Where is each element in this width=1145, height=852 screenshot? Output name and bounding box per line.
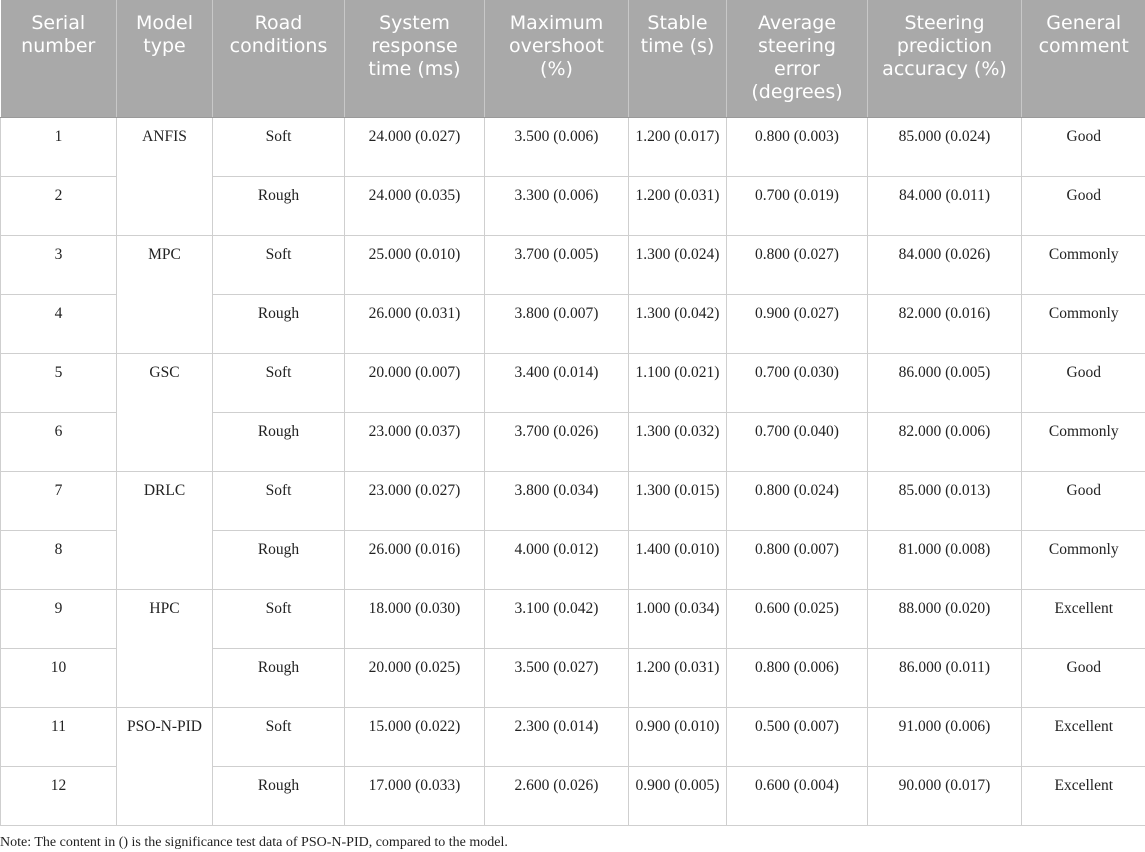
cell-error: 0.700 (0.019)	[727, 176, 868, 235]
header-general-comment: General comment	[1022, 0, 1145, 117]
cell-serial: 12	[1, 766, 117, 825]
cell-stable: 1.300 (0.015)	[629, 471, 727, 530]
cell-road: Rough	[213, 530, 345, 589]
cell-overshoot: 3.700 (0.026)	[485, 412, 629, 471]
cell-overshoot: 3.400 (0.014)	[485, 353, 629, 412]
cell-overshoot: 2.300 (0.014)	[485, 707, 629, 766]
cell-accuracy: 91.000 (0.006)	[868, 707, 1022, 766]
cell-road: Soft	[213, 117, 345, 176]
cell-comment: Good	[1022, 471, 1145, 530]
cell-accuracy: 82.000 (0.016)	[868, 294, 1022, 353]
cell-serial: 4	[1, 294, 117, 353]
header-serial-number: Serial number	[1, 0, 117, 117]
cell-road: Rough	[213, 766, 345, 825]
cell-model-type: MPC	[117, 235, 213, 353]
cell-response: 24.000 (0.027)	[345, 117, 485, 176]
cell-overshoot: 3.100 (0.042)	[485, 589, 629, 648]
cell-error: 0.800 (0.027)	[727, 235, 868, 294]
header-steering-prediction-accuracy: Steering prediction accuracy (%)	[868, 0, 1022, 117]
cell-overshoot: 3.500 (0.027)	[485, 648, 629, 707]
cell-stable: 0.900 (0.005)	[629, 766, 727, 825]
cell-response: 18.000 (0.030)	[345, 589, 485, 648]
header-stable-time: Stable time (s)	[629, 0, 727, 117]
cell-road: Rough	[213, 412, 345, 471]
cell-overshoot: 3.500 (0.006)	[485, 117, 629, 176]
cell-accuracy: 85.000 (0.013)	[868, 471, 1022, 530]
cell-road: Rough	[213, 176, 345, 235]
cell-stable: 1.300 (0.042)	[629, 294, 727, 353]
cell-error: 0.700 (0.030)	[727, 353, 868, 412]
cell-error: 0.800 (0.006)	[727, 648, 868, 707]
cell-response: 23.000 (0.037)	[345, 412, 485, 471]
table-row	[1, 471, 1145, 530]
cell-serial: 5	[1, 353, 117, 412]
cell-stable: 1.400 (0.010)	[629, 530, 727, 589]
cell-comment: Excellent	[1022, 766, 1145, 825]
cell-accuracy: 86.000 (0.005)	[868, 353, 1022, 412]
cell-stable: 1.200 (0.031)	[629, 176, 727, 235]
header-maximum-overshoot: Maximum overshoot (%)	[485, 0, 629, 117]
header-model-type: Model type	[117, 0, 213, 117]
cell-accuracy: 81.000 (0.008)	[868, 530, 1022, 589]
header-row	[1, 0, 1145, 117]
cell-road: Soft	[213, 471, 345, 530]
cell-overshoot: 3.800 (0.007)	[485, 294, 629, 353]
cell-error: 0.800 (0.024)	[727, 471, 868, 530]
cell-error: 0.900 (0.027)	[727, 294, 868, 353]
cell-serial: 6	[1, 412, 117, 471]
cell-error: 0.800 (0.007)	[727, 530, 868, 589]
cell-response: 20.000 (0.025)	[345, 648, 485, 707]
cell-accuracy: 84.000 (0.026)	[868, 235, 1022, 294]
cell-response: 24.000 (0.035)	[345, 176, 485, 235]
cell-error: 0.500 (0.007)	[727, 707, 868, 766]
cell-error: 0.600 (0.004)	[727, 766, 868, 825]
cell-response: 25.000 (0.010)	[345, 235, 485, 294]
cell-comment: Good	[1022, 353, 1145, 412]
table-row	[1, 353, 1145, 412]
table-row	[1, 117, 1145, 176]
cell-comment: Excellent	[1022, 707, 1145, 766]
cell-response: 20.000 (0.007)	[345, 353, 485, 412]
table-row	[1, 235, 1145, 294]
cell-accuracy: 86.000 (0.011)	[868, 648, 1022, 707]
table-header	[1, 0, 1145, 117]
cell-stable: 1.100 (0.021)	[629, 353, 727, 412]
cell-stable: 1.200 (0.017)	[629, 117, 727, 176]
header-system-response-time: System response time (ms)	[345, 0, 485, 117]
cell-road: Soft	[213, 707, 345, 766]
cell-road: Rough	[213, 294, 345, 353]
cell-serial: 9	[1, 589, 117, 648]
cell-comment: Commonly	[1022, 294, 1145, 353]
cell-response: 17.000 (0.033)	[345, 766, 485, 825]
cell-serial: 10	[1, 648, 117, 707]
table-body	[1, 117, 1145, 825]
table-row	[1, 589, 1145, 648]
cell-comment: Good	[1022, 648, 1145, 707]
cell-accuracy: 82.000 (0.006)	[868, 412, 1022, 471]
cell-stable: 1.300 (0.032)	[629, 412, 727, 471]
cell-accuracy: 88.000 (0.020)	[868, 589, 1022, 648]
cell-comment: Commonly	[1022, 412, 1145, 471]
cell-error: 0.600 (0.025)	[727, 589, 868, 648]
cell-stable: 0.900 (0.010)	[629, 707, 727, 766]
cell-response: 26.000 (0.031)	[345, 294, 485, 353]
cell-serial: 1	[1, 117, 117, 176]
table-note: Note: The content in () is the significance test data of PSO-N-PID, compared to the model.	[0, 835, 508, 850]
cell-model-type: GSC	[117, 353, 213, 471]
cell-overshoot: 3.300 (0.006)	[485, 176, 629, 235]
cell-error: 0.800 (0.003)	[727, 117, 868, 176]
cell-overshoot: 2.600 (0.026)	[485, 766, 629, 825]
cell-response: 26.000 (0.016)	[345, 530, 485, 589]
cell-serial: 8	[1, 530, 117, 589]
table-row	[1, 707, 1145, 766]
cell-comment: Excellent	[1022, 589, 1145, 648]
cell-road: Rough	[213, 648, 345, 707]
cell-model-type: ANFIS	[117, 117, 213, 235]
cell-stable: 1.300 (0.024)	[629, 235, 727, 294]
cell-comment: Good	[1022, 117, 1145, 176]
cell-road: Soft	[213, 235, 345, 294]
cell-stable: 1.200 (0.031)	[629, 648, 727, 707]
cell-overshoot: 4.000 (0.012)	[485, 530, 629, 589]
cell-accuracy: 90.000 (0.017)	[868, 766, 1022, 825]
cell-accuracy: 84.000 (0.011)	[868, 176, 1022, 235]
cell-road: Soft	[213, 353, 345, 412]
cell-accuracy: 85.000 (0.024)	[868, 117, 1022, 176]
cell-serial: 2	[1, 176, 117, 235]
header-road-conditions: Road conditions	[213, 0, 345, 117]
cell-error: 0.700 (0.040)	[727, 412, 868, 471]
cell-road: Soft	[213, 589, 345, 648]
cell-overshoot: 3.800 (0.034)	[485, 471, 629, 530]
cell-serial: 3	[1, 235, 117, 294]
header-average-steering-error: Average steering error (degrees)	[727, 0, 868, 117]
cell-comment: Commonly	[1022, 530, 1145, 589]
cell-model-type: DRLC	[117, 471, 213, 589]
cell-response: 15.000 (0.022)	[345, 707, 485, 766]
cell-comment: Good	[1022, 176, 1145, 235]
cell-overshoot: 3.700 (0.005)	[485, 235, 629, 294]
cell-serial: 11	[1, 707, 117, 766]
cell-serial: 7	[1, 471, 117, 530]
cell-model-type: PSO-N-PID	[117, 707, 213, 825]
cell-comment: Commonly	[1022, 235, 1145, 294]
cell-stable: 1.000 (0.034)	[629, 589, 727, 648]
cell-model-type: HPC	[117, 589, 213, 707]
cell-response: 23.000 (0.027)	[345, 471, 485, 530]
